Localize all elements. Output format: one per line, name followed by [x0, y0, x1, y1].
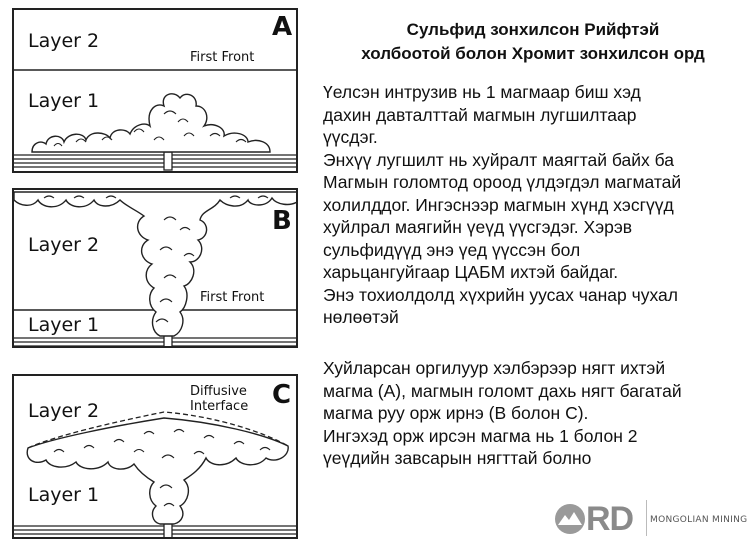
panel-c-interface-label-1: Diffusive [190, 384, 247, 399]
para1-line: сульфидүүд энэ үед үүссэн бол [323, 239, 581, 260]
para1-line: харьцангуйгаар ЦАБМ ихтэй байдаг. [323, 262, 619, 282]
para1-line: хуйлрал маягийн үеүд үүсгэдэг. Хэрэв [323, 217, 633, 237]
diagram-panel-a [12, 8, 298, 173]
para1-line: Энэ тохиолдолд хүхрийн уусах чанар чухал [323, 284, 678, 305]
para1-line: холилддог. Ингэснээр магмын хүнд хэсгүүд [323, 194, 674, 215]
panel-c-layer-bottom-label: Layer 1 [28, 484, 100, 506]
diagram-panel-b [12, 188, 298, 348]
panel-b-layer-bottom-label: Layer 1 [28, 314, 100, 336]
panel-b-letter: B [272, 206, 292, 236]
para2-line: магма (А), магмын голомт дахь нягт багатай [323, 380, 682, 401]
para2-line: Хуйларсан оргилуур хэлбэрээр нягт ихтэй [323, 358, 666, 378]
panel-a-layer-top-label: Layer 2 [28, 30, 100, 52]
company-logo [554, 498, 750, 540]
panel-b-front-label: First Front [200, 290, 265, 305]
para1-line: дахин давталттай магмын лугшилтаар [323, 104, 637, 125]
slide-title [318, 18, 748, 66]
panel-c-interface-label-2: Interface [190, 399, 249, 414]
para1-line: Магмын голомтод ороод үлдэгдэл магматай [323, 172, 682, 192]
logo-subtitle: MONGOLIAN MINING [650, 515, 748, 525]
panel-a-front-label: First Front [190, 50, 255, 65]
para2-line: магма руу орж ирнэ (В болон С). [323, 403, 589, 423]
title-line-2: холбоотой болон Хромит зонхилсон орд [361, 44, 705, 63]
para1-line: Энхүү лугшилт нь хуйралт маягтай байх ба [323, 149, 674, 170]
mountain-emblem-icon [554, 503, 586, 535]
para1-line: нөлөөтэй [323, 307, 399, 327]
panel-a-letter: A [272, 12, 293, 42]
para2-line: Ингэхэд орж ирсэн магма нь 1 болон 2 [323, 425, 638, 446]
para1-line: үүсдэг. [323, 127, 378, 147]
paragraph-1 [323, 81, 743, 329]
para1-line: Үелсэн интрузив нь 1 магмаар биш хэд [323, 82, 641, 102]
paragraph-2 [323, 357, 743, 470]
panel-a-layer-bottom-label: Layer 1 [28, 90, 100, 112]
logo-mark: RD [586, 500, 634, 538]
diagram-panel-c [12, 374, 298, 539]
panel-c-letter: C [272, 380, 292, 410]
panel-c-layer-top-label: Layer 2 [28, 400, 100, 422]
panel-b-layer-top-label: Layer 2 [28, 234, 100, 256]
para2-line: үеүдийн завсарын нягттай болно [323, 448, 592, 468]
logo-divider [646, 500, 647, 536]
title-line-1: Сульфид зонхилсон Рийфтэй [406, 20, 660, 39]
